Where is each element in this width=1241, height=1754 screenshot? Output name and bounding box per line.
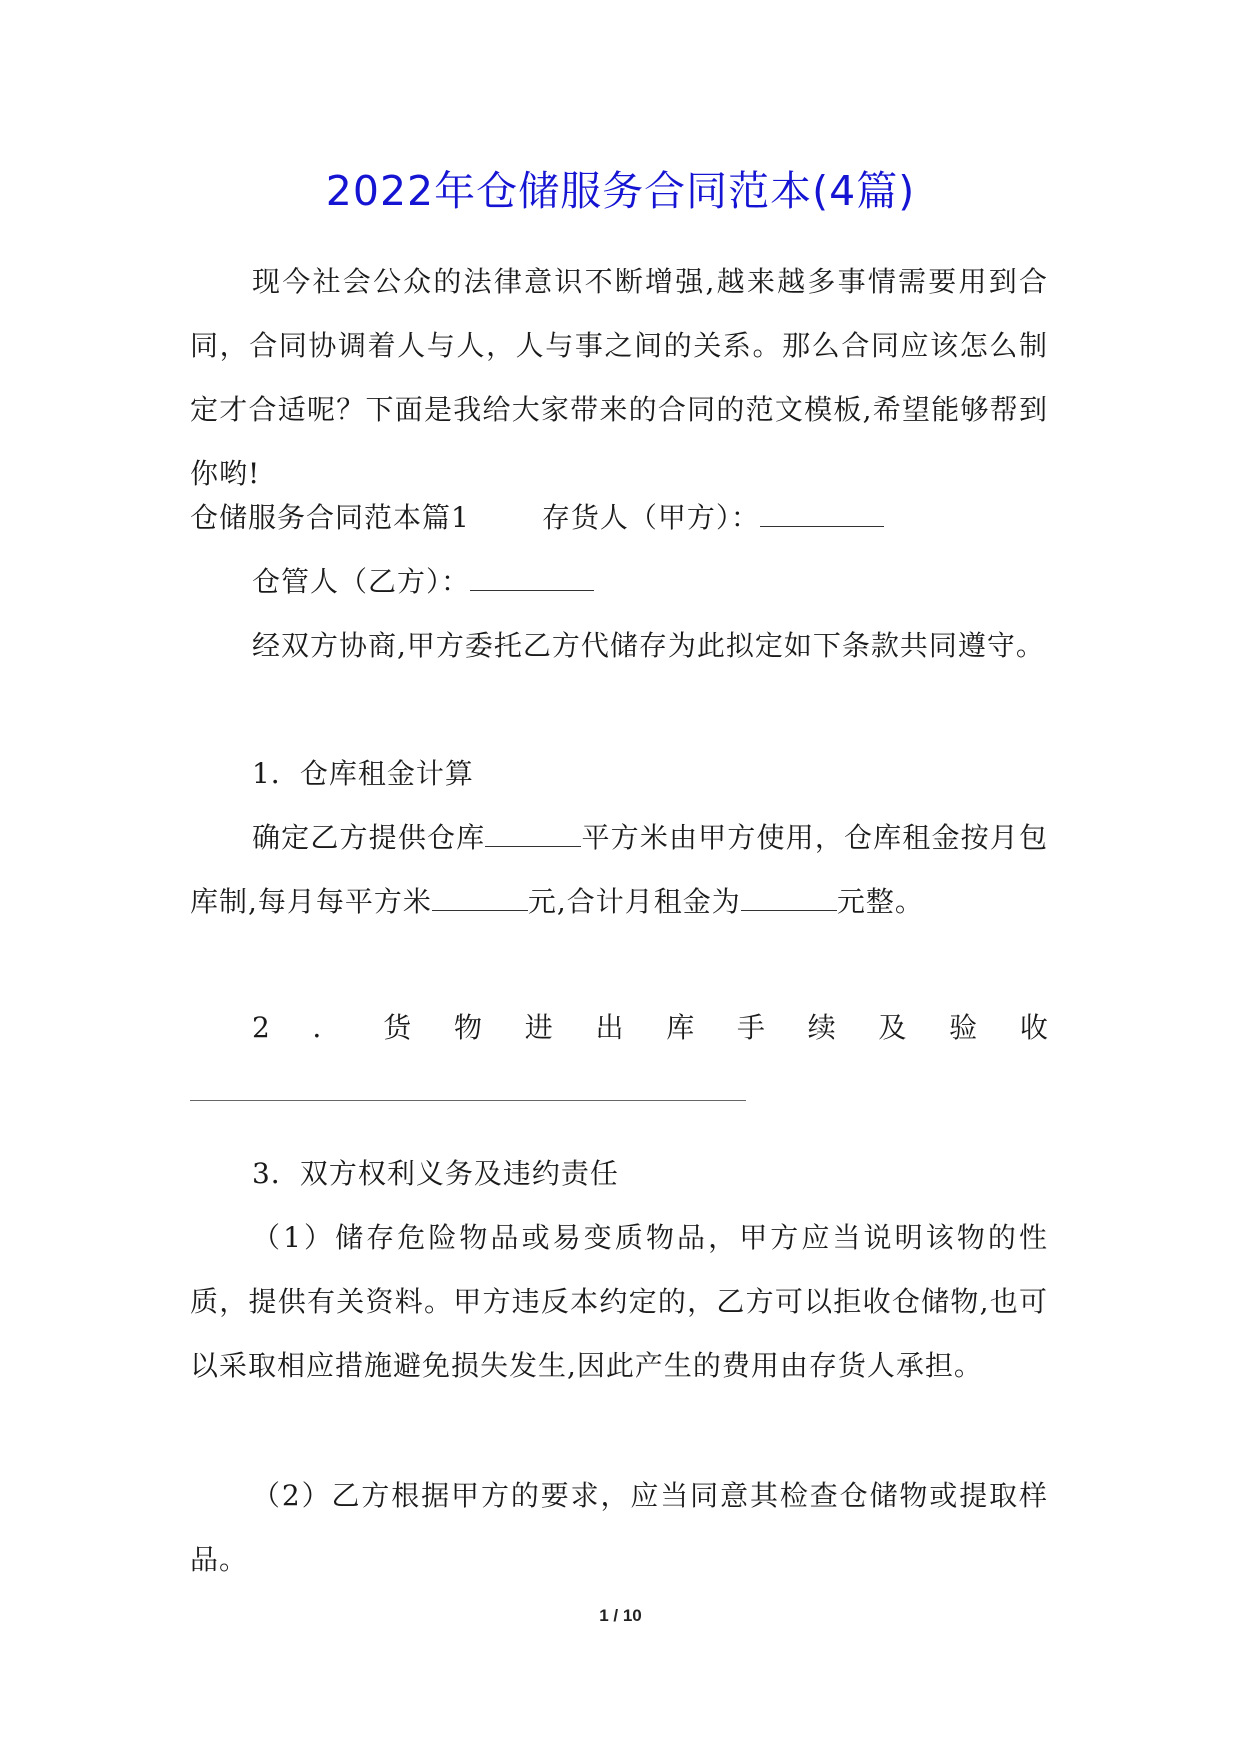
clause1-block	[190, 806, 1048, 934]
clause2-char: ．	[312, 1011, 341, 1044]
clause2-title	[252, 996, 1048, 1060]
clause2-char: 2	[252, 1011, 270, 1044]
price-blank	[432, 888, 528, 911]
clause3-item2: （2）乙方根据甲方的要求，应当同意其检查仓储物或提取样品。	[190, 1479, 1048, 1576]
clause2-char: 手	[736, 1011, 765, 1044]
clause2-char: 货	[383, 1011, 412, 1044]
clause1-paragraph	[190, 806, 1048, 934]
document-title: 2022年仓储服务合同范本(4篇)	[325, 167, 916, 215]
agreement-block	[190, 614, 1048, 678]
agreement-paragraph: 经双方协商,甲方委托乙方代储存为此拟定如下条款共同遵守。	[252, 629, 1045, 662]
clause1-text-b: 平方米由甲方使用，仓库租金按月包库制,每月每平方米	[190, 821, 1048, 918]
clause2-char: 及	[878, 1011, 907, 1044]
clause2-char: 出	[595, 1011, 624, 1044]
section1-heading: 仓储服务合同范本篇1	[190, 501, 470, 534]
party-b-blank	[470, 568, 594, 591]
fill-in-line	[190, 1100, 746, 1101]
section1-heading-line	[190, 486, 884, 550]
intro-paragraph: 现今社会公众的法律意识不断增强,越来越多事情需要用到合同，合同协调着人与人，人与事之间的关系。那么合同应该怎么制定才合适呢？下面是我给大家带来的合同的范文模板,希望能够帮到你哟!	[190, 265, 1048, 490]
party-a-label: 存货人（甲方）：	[541, 501, 760, 534]
page-number: 1 / 10	[599, 1606, 642, 1625]
clause2-char: 验	[949, 1011, 978, 1044]
clause2-char: 物	[454, 1011, 483, 1044]
clause2-char: 续	[807, 1011, 836, 1044]
clause3-title: 3．双方权利义务及违约责任	[252, 1157, 619, 1190]
total-blank	[741, 888, 837, 911]
clause1-text-c: 元,合计月租金为	[527, 885, 741, 918]
clause3-item1-block	[190, 1206, 1048, 1398]
party-b-label: 仓管人（乙方）：	[252, 565, 471, 598]
clause1-text-a: 确定乙方提供仓库	[252, 821, 486, 854]
party-b-line	[252, 550, 594, 614]
clause1-text-d: 元整。	[836, 885, 924, 918]
clause2-char: 收	[1019, 1011, 1048, 1044]
clause3-item1: （1）储存危险物品或易变质物品，甲方应当说明该物的性质，提供有关资料。甲方违反本约定的，乙方可以拒收仓储物,也可以采取相应措施避免损失发生,因此产生的费用由存货人承担。	[190, 1221, 1048, 1382]
clause3-item2-block	[190, 1464, 1048, 1592]
party-a-blank	[760, 504, 884, 527]
area-blank	[485, 824, 581, 847]
clause2-char: 库	[666, 1011, 695, 1044]
clause1-title: 1．仓库租金计算	[252, 757, 474, 790]
intro-block	[190, 250, 1048, 506]
clause2-char: 进	[524, 1011, 553, 1044]
